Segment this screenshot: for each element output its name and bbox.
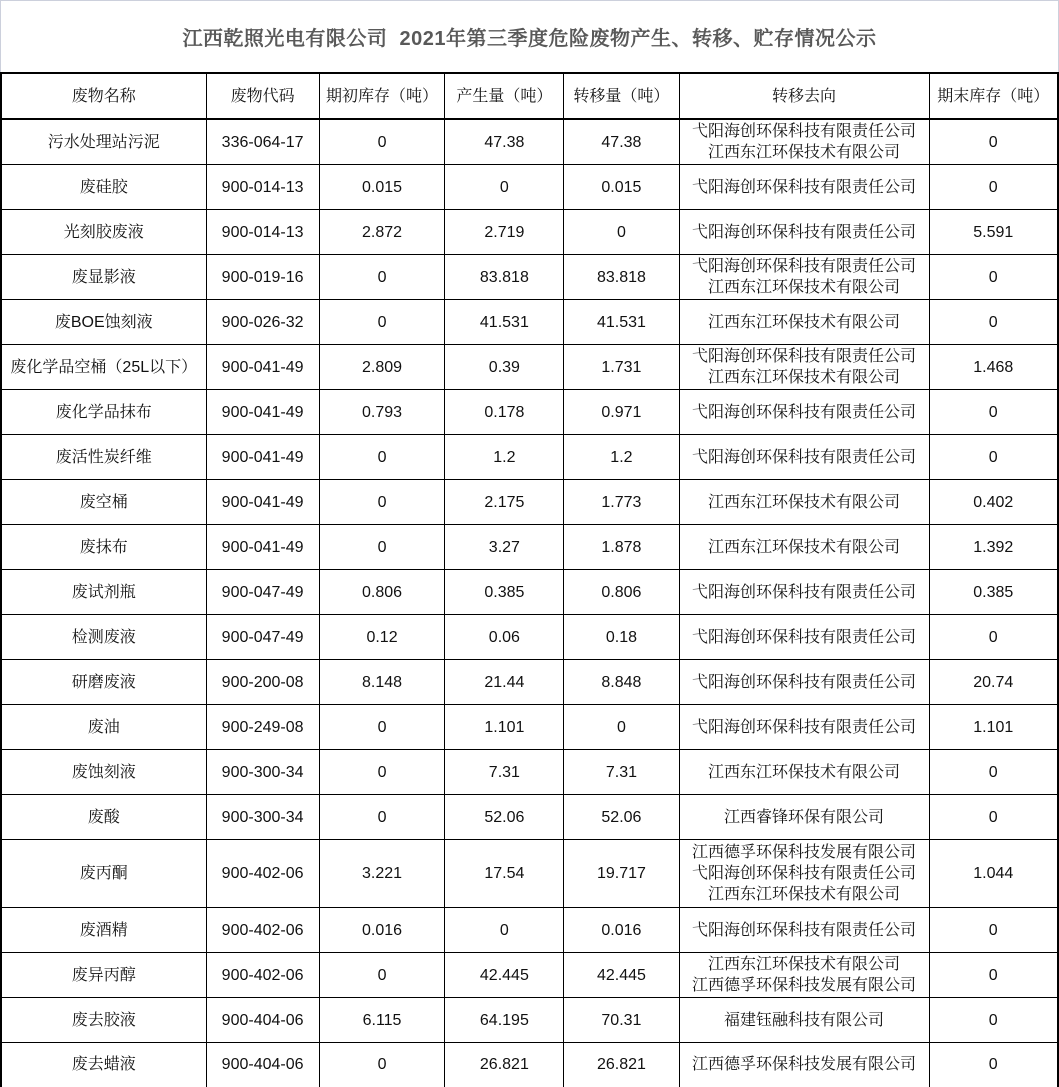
table-row [1, 345, 1058, 390]
hazardous-waste-table [0, 72, 1059, 1087]
begin-stock-cell: 0 [319, 119, 445, 165]
column-header: 期末库存（吨） [929, 73, 1058, 119]
table-row [1, 165, 1058, 210]
table-row [1, 525, 1058, 570]
begin-stock-cell: 2.809 [319, 345, 445, 390]
waste-code-cell: 900-019-16 [206, 255, 319, 300]
begin-stock-cell: 0 [319, 300, 445, 345]
waste-code-cell: 900-041-49 [206, 480, 319, 525]
end-stock-cell: 5.591 [929, 210, 1058, 255]
waste-name-cell: 废化学品抹布 [1, 390, 206, 435]
destination-cell [679, 300, 929, 345]
destination-line: 弋阳海创环保科技有限责任公司 [692, 178, 917, 196]
destination-line: 江西德孚环保科技发展有限公司 [692, 844, 917, 861]
end-stock-cell: 0 [929, 998, 1058, 1043]
destination-line: 江西东江环保技术有限公司 [708, 144, 901, 161]
end-stock-cell: 1.392 [929, 525, 1058, 570]
waste-code-cell: 900-300-34 [206, 795, 319, 840]
waste-name-cell: 污水处理站污泥 [1, 119, 206, 165]
waste-code-cell: 900-402-06 [206, 953, 319, 998]
destination-line: 江西东江环保技术有限公司 [708, 538, 901, 556]
transferred-cell: 70.31 [564, 998, 679, 1043]
header-row [1, 73, 1058, 119]
begin-stock-cell: 0.793 [319, 390, 445, 435]
waste-code-cell: 900-014-13 [206, 210, 319, 255]
generated-cell: 26.821 [445, 1043, 564, 1087]
destination-line: 弋阳海创环保科技有限责任公司 [692, 123, 917, 140]
table-row [1, 615, 1058, 660]
generated-cell: 41.531 [445, 300, 564, 345]
waste-code-cell: 900-404-06 [206, 1043, 319, 1087]
column-header: 转移量（吨） [564, 73, 679, 119]
end-stock-cell: 0 [929, 435, 1058, 480]
generated-cell: 2.719 [445, 210, 564, 255]
end-stock-cell: 0 [929, 165, 1058, 210]
transferred-cell: 0.18 [564, 615, 679, 660]
begin-stock-cell: 0 [319, 525, 445, 570]
waste-name-cell: 废去胶液 [1, 998, 206, 1043]
waste-code-cell: 336-064-17 [206, 119, 319, 165]
table-row [1, 998, 1058, 1043]
table-row [1, 705, 1058, 750]
generated-cell: 1.101 [445, 705, 564, 750]
page-title: 江西乾照光电有限公司 2021年第三季度危险废物产生、转移、贮存情况公示 [0, 0, 1059, 72]
transferred-cell: 0.016 [564, 908, 679, 953]
destination-line: 弋阳海创环保科技有限责任公司 [692, 673, 917, 691]
destination-line: 弋阳海创环保科技有限责任公司 [692, 865, 917, 882]
begin-stock-cell: 0 [319, 1043, 445, 1087]
begin-stock-cell: 2.872 [319, 210, 445, 255]
destination-cell [679, 795, 929, 840]
table-row [1, 750, 1058, 795]
waste-code-cell: 900-026-32 [206, 300, 319, 345]
begin-stock-cell: 0 [319, 435, 445, 480]
waste-name-cell: 光刻胶废液 [1, 210, 206, 255]
column-header: 产生量（吨） [445, 73, 564, 119]
waste-code-cell: 900-402-06 [206, 840, 319, 908]
waste-name-cell: 废抹布 [1, 525, 206, 570]
waste-name-cell: 废丙酮 [1, 840, 206, 908]
waste-name-cell: 废空桶 [1, 480, 206, 525]
waste-name-cell: 废蚀刻液 [1, 750, 206, 795]
destination-cell [679, 615, 929, 660]
generated-cell: 3.27 [445, 525, 564, 570]
table-row [1, 119, 1058, 165]
generated-cell: 0.178 [445, 390, 564, 435]
transferred-cell: 1.731 [564, 345, 679, 390]
waste-name-cell: 废试剂瓶 [1, 570, 206, 615]
generated-cell: 7.31 [445, 750, 564, 795]
begin-stock-cell: 0.015 [319, 165, 445, 210]
column-header: 废物名称 [1, 73, 206, 119]
transferred-cell: 26.821 [564, 1043, 679, 1087]
destination-line: 江西德孚环保科技发展有限公司 [692, 977, 917, 994]
transferred-cell: 8.848 [564, 660, 679, 705]
destination-line: 江西东江环保技术有限公司 [708, 956, 901, 973]
destination-line: 福建钰融科技有限公司 [724, 1011, 885, 1029]
transferred-cell: 0.015 [564, 165, 679, 210]
destination-cell [679, 1043, 929, 1087]
destination-line: 江西东江环保技术有限公司 [708, 886, 901, 903]
destination-cell [679, 660, 929, 705]
transferred-cell: 41.531 [564, 300, 679, 345]
destination-line: 弋阳海创环保科技有限责任公司 [692, 348, 917, 365]
destination-line: 江西东江环保技术有限公司 [708, 493, 901, 511]
waste-code-cell: 900-404-06 [206, 998, 319, 1043]
begin-stock-cell: 0.016 [319, 908, 445, 953]
generated-cell: 0.39 [445, 345, 564, 390]
column-header: 期初库存（吨） [319, 73, 445, 119]
waste-name-cell: 废BOE蚀刻液 [1, 300, 206, 345]
waste-name-cell: 废油 [1, 705, 206, 750]
begin-stock-cell: 0 [319, 705, 445, 750]
destination-cell [679, 750, 929, 795]
end-stock-cell: 0 [929, 1043, 1058, 1087]
destination-cell [679, 345, 929, 390]
end-stock-cell: 0 [929, 953, 1058, 998]
waste-name-cell: 废化学品空桶（25L以下） [1, 345, 206, 390]
begin-stock-cell: 0 [319, 480, 445, 525]
destination-line: 弋阳海创环保科技有限责任公司 [692, 448, 917, 466]
end-stock-cell: 0 [929, 615, 1058, 660]
table-row [1, 908, 1058, 953]
table-row [1, 255, 1058, 300]
table-row [1, 1043, 1058, 1087]
end-stock-cell: 0 [929, 300, 1058, 345]
waste-code-cell: 900-041-49 [206, 525, 319, 570]
destination-cell [679, 840, 929, 908]
waste-name-cell: 废硅胶 [1, 165, 206, 210]
end-stock-cell: 0 [929, 908, 1058, 953]
generated-cell: 21.44 [445, 660, 564, 705]
end-stock-cell: 0 [929, 119, 1058, 165]
destination-line: 江西东江环保技术有限公司 [708, 279, 901, 296]
destination-cell [679, 908, 929, 953]
end-stock-cell: 0.385 [929, 570, 1058, 615]
end-stock-cell: 1.468 [929, 345, 1058, 390]
waste-code-cell: 900-249-08 [206, 705, 319, 750]
end-stock-cell: 20.74 [929, 660, 1058, 705]
destination-line: 弋阳海创环保科技有限责任公司 [692, 403, 917, 421]
destination-cell [679, 953, 929, 998]
column-header: 废物代码 [206, 73, 319, 119]
transferred-cell: 42.445 [564, 953, 679, 998]
waste-code-cell: 900-047-49 [206, 615, 319, 660]
destination-line: 弋阳海创环保科技有限责任公司 [692, 628, 917, 646]
destination-line: 江西东江环保技术有限公司 [708, 763, 901, 781]
waste-code-cell: 900-300-34 [206, 750, 319, 795]
generated-cell: 0.385 [445, 570, 564, 615]
waste-name-cell: 研磨废液 [1, 660, 206, 705]
destination-cell [679, 998, 929, 1043]
begin-stock-cell: 8.148 [319, 660, 445, 705]
transferred-cell: 47.38 [564, 119, 679, 165]
waste-code-cell: 900-402-06 [206, 908, 319, 953]
waste-name-cell: 废酒精 [1, 908, 206, 953]
begin-stock-cell: 0.12 [319, 615, 445, 660]
transferred-cell: 1.773 [564, 480, 679, 525]
generated-cell: 83.818 [445, 255, 564, 300]
end-stock-cell: 0 [929, 255, 1058, 300]
destination-cell [679, 165, 929, 210]
transferred-cell: 0.806 [564, 570, 679, 615]
transferred-cell: 0 [564, 705, 679, 750]
table-row [1, 570, 1058, 615]
waste-name-cell: 废酸 [1, 795, 206, 840]
begin-stock-cell: 6.115 [319, 998, 445, 1043]
destination-cell [679, 570, 929, 615]
transferred-cell: 1.878 [564, 525, 679, 570]
destination-line: 江西东江环保技术有限公司 [708, 369, 901, 386]
begin-stock-cell: 0 [319, 953, 445, 998]
generated-cell: 0 [445, 165, 564, 210]
destination-cell [679, 255, 929, 300]
generated-cell: 64.195 [445, 998, 564, 1043]
destination-line: 弋阳海创环保科技有限责任公司 [692, 258, 917, 275]
end-stock-cell: 0 [929, 390, 1058, 435]
end-stock-cell: 1.044 [929, 840, 1058, 908]
destination-cell [679, 435, 929, 480]
transferred-cell: 0.971 [564, 390, 679, 435]
begin-stock-cell: 3.221 [319, 840, 445, 908]
destination-line: 弋阳海创环保科技有限责任公司 [692, 223, 917, 241]
destination-cell [679, 705, 929, 750]
generated-cell: 42.445 [445, 953, 564, 998]
waste-name-cell: 废异丙醇 [1, 953, 206, 998]
table-row [1, 795, 1058, 840]
table-row [1, 953, 1058, 998]
destination-cell [679, 390, 929, 435]
end-stock-cell: 0.402 [929, 480, 1058, 525]
table-row [1, 435, 1058, 480]
destination-line: 江西东江环保技术有限公司 [708, 313, 901, 331]
destination-cell [679, 525, 929, 570]
column-header: 转移去向 [679, 73, 929, 119]
waste-code-cell: 900-041-49 [206, 345, 319, 390]
transferred-cell: 1.2 [564, 435, 679, 480]
generated-cell: 17.54 [445, 840, 564, 908]
transferred-cell: 19.717 [564, 840, 679, 908]
destination-line: 江西德孚环保科技发展有限公司 [692, 1056, 917, 1074]
table-row [1, 390, 1058, 435]
table-row [1, 480, 1058, 525]
table-body [1, 119, 1058, 1087]
begin-stock-cell: 0.806 [319, 570, 445, 615]
end-stock-cell: 0 [929, 750, 1058, 795]
destination-line: 弋阳海创环保科技有限责任公司 [692, 921, 917, 939]
waste-name-cell: 废去蜡液 [1, 1043, 206, 1087]
begin-stock-cell: 0 [319, 750, 445, 795]
waste-code-cell: 900-041-49 [206, 435, 319, 480]
generated-cell: 52.06 [445, 795, 564, 840]
waste-name-cell: 废显影液 [1, 255, 206, 300]
destination-line: 江西睿锋环保有限公司 [724, 808, 885, 826]
begin-stock-cell: 0 [319, 255, 445, 300]
table-row [1, 660, 1058, 705]
waste-code-cell: 900-041-49 [206, 390, 319, 435]
destination-line: 弋阳海创环保科技有限责任公司 [692, 583, 917, 601]
begin-stock-cell: 0 [319, 795, 445, 840]
transferred-cell: 83.818 [564, 255, 679, 300]
transferred-cell: 7.31 [564, 750, 679, 795]
table-row [1, 300, 1058, 345]
generated-cell: 47.38 [445, 119, 564, 165]
end-stock-cell: 1.101 [929, 705, 1058, 750]
table-row [1, 840, 1058, 908]
destination-cell [679, 210, 929, 255]
destination-cell [679, 480, 929, 525]
generated-cell: 2.175 [445, 480, 564, 525]
waste-name-cell: 检测废液 [1, 615, 206, 660]
end-stock-cell: 0 [929, 795, 1058, 840]
destination-line: 弋阳海创环保科技有限责任公司 [692, 718, 917, 736]
generated-cell: 0 [445, 908, 564, 953]
transferred-cell: 0 [564, 210, 679, 255]
waste-code-cell: 900-047-49 [206, 570, 319, 615]
generated-cell: 0.06 [445, 615, 564, 660]
destination-cell [679, 119, 929, 165]
waste-name-cell: 废活性炭纤维 [1, 435, 206, 480]
generated-cell: 1.2 [445, 435, 564, 480]
waste-code-cell: 900-200-08 [206, 660, 319, 705]
table-row [1, 210, 1058, 255]
transferred-cell: 52.06 [564, 795, 679, 840]
waste-code-cell: 900-014-13 [206, 165, 319, 210]
